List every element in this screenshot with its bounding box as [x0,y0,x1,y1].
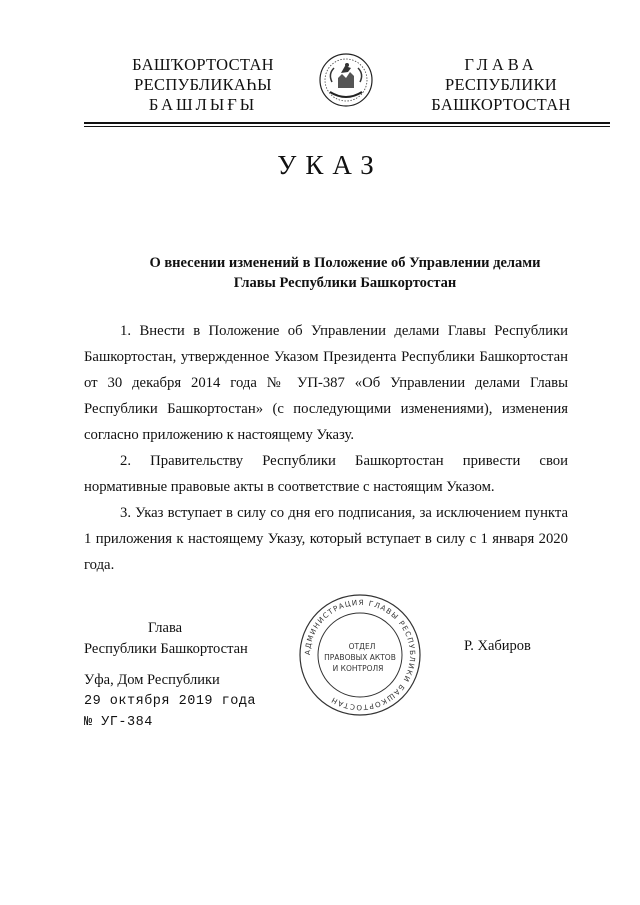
signatory-title-line-2: Республики Башкортостан [84,641,248,657]
document-title: УКАЗ [277,150,383,180]
stamp-center-line-3: И КОНТРОЛЯ [332,664,384,673]
header-left-line-1: БАШҠОРТОСТАН [132,55,274,74]
header-divider-thick [84,122,610,124]
bashkortostan-coat-of-arms-icon [318,52,374,108]
header-right-russian [418,55,584,115]
header-left-bashkir [118,55,288,115]
stamp-center-line-2: ПРАВОВЫХ АКТОВ [324,653,396,662]
signatory-name: Р. Хабиров [464,638,531,654]
stamp-ring-textpath: АДМИНИСТРАЦИЯ ГЛАВЫ РЕСПУБЛИКИ БАШКОРТОСТАН [302,597,418,713]
decree-heading-line-1: О внесении изменений в Положение об Управлении делами [149,255,541,271]
signatory-title [84,618,274,660]
header-left-line-3: БАШЛЫҒЫ [148,95,258,114]
decree-heading-line-2: Главы Республики Башкортостан [233,275,457,291]
paragraph-1: 1. Внести в Положение об Управлении делами Главы Республики Башкортостан, утвержденное Указом Президента Республики Башкортостан от 30 декабря 2014 года № УП-387 «Об Управлении делами Главы Республики Башкортостан» (с последующими изменениями), изменения согласно приложению к настоящему Указу. [84,323,568,443]
decree-body [84,318,568,578]
issue-place-date [84,670,256,733]
header-left-line-2: РЕСПУБЛИКАҺЫ [134,75,272,94]
paragraph-3: 3. Указ вступает в силу со дня его подписания, за исключением пункта 1 приложения к настоящему Указу, который вступает в силу с 1 января 2020 года. [84,505,568,573]
decree-heading [110,253,580,293]
header-right-line-1: ГЛАВА [464,55,538,74]
issue-date: 29 октября 2019 года [84,694,257,709]
signatory-title-line-1: Глава [148,620,183,636]
paragraph-2: 2. Правительству Республики Башкортостан привести свои нормативные правовые акты в соответствие с настоящим Указом. [84,453,568,495]
issue-place: Уфа, Дом Республики [84,672,220,688]
official-stamp [298,593,422,717]
stamp-center-line-1: ОТДЕЛ [348,642,376,651]
header-divider-thin [84,126,610,127]
header-right-line-3: БАШКОРТОСТАН [431,95,571,114]
decree-number: № УГ-384 [84,715,153,730]
header-right-line-2: РЕСПУБЛИКИ [445,75,557,94]
